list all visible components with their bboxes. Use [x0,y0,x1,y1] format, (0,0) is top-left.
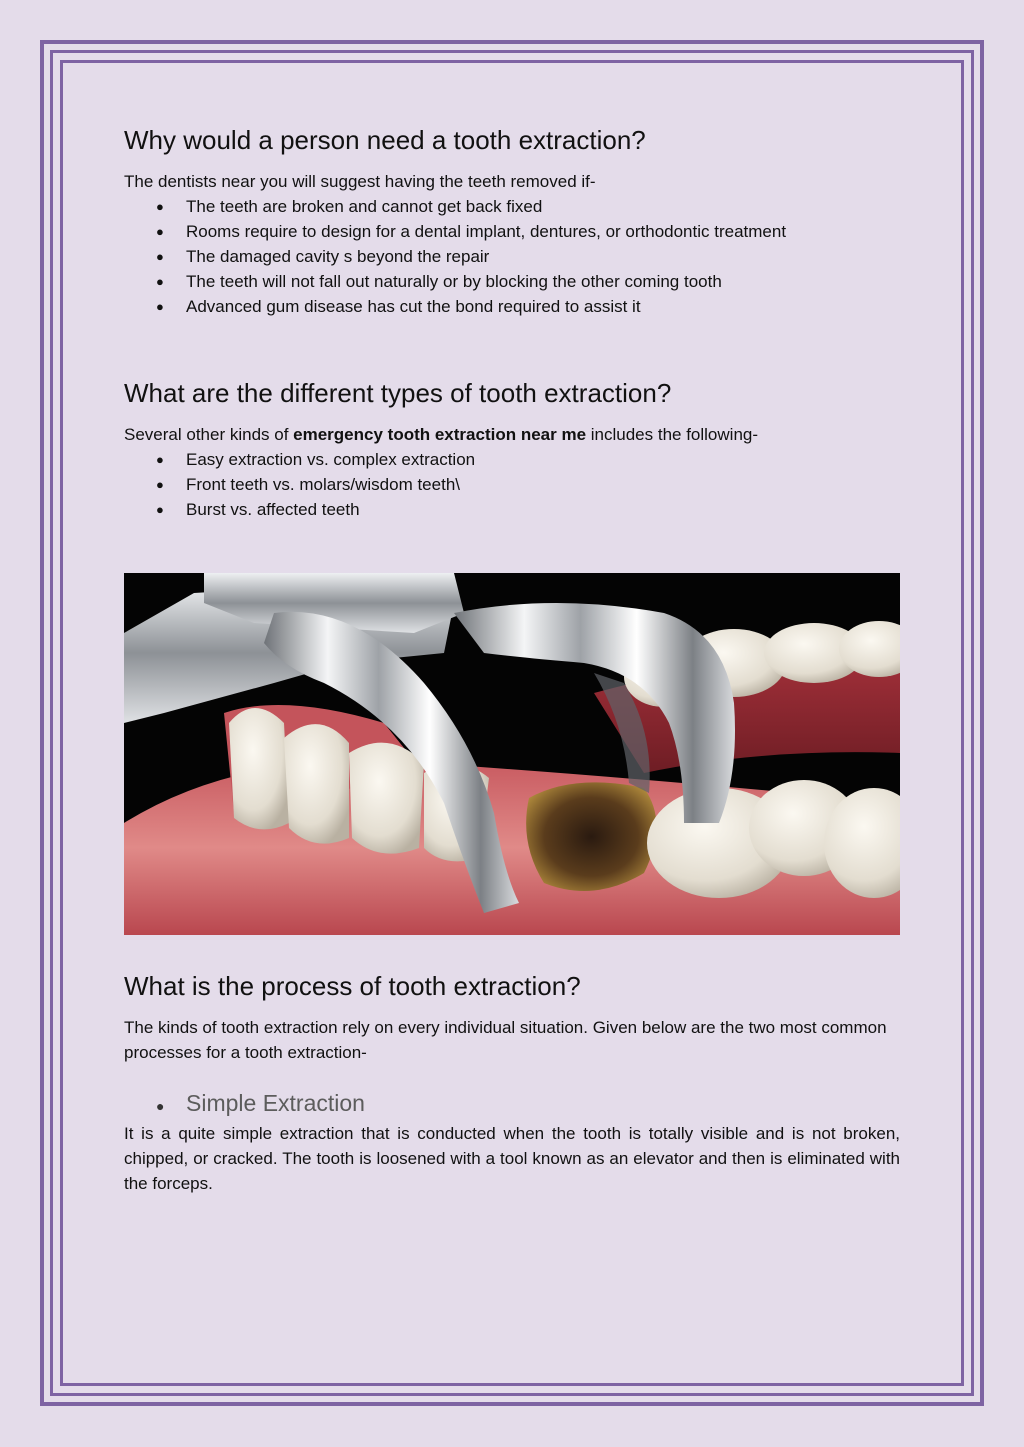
emergency-extraction-keyword: emergency tooth extraction near me [293,425,587,444]
list-item: ● Easy extraction vs. complex extraction [124,447,900,472]
intro-text: Several other kinds of [124,425,294,444]
list-item: ● Front teeth vs. molars/wisdom teeth\ [124,472,900,497]
section-heading-process-extraction: What is the process of tooth extraction? [124,971,581,1001]
reasons-list [124,194,900,319]
subheading-simple-extraction: ● Simple Extraction [124,1086,900,1120]
list-item: ● Burst vs. affected teeth [124,497,900,522]
types-list [124,447,900,522]
tooth-extraction-image [124,573,900,935]
list-item: ● The teeth will not fall out naturally or by blocking the other coming tooth [124,269,900,294]
document-content [124,118,900,1196]
section-intro: The kinds of tooth extraction rely on every individual situation. Given below are the two most common processes for a tooth extraction- [124,1018,887,1062]
list-item: ● Advanced gum disease has cut the bond required to assist it [124,294,900,319]
section-heading-types-extraction: What are the different types of tooth extraction? [124,378,672,408]
subheading-list [124,1086,900,1120]
list-item: ● The teeth are broken and cannot get back fixed [124,194,900,219]
section-heading-why-extraction: Why would a person need a tooth extraction? [124,125,646,155]
simple-extraction-description: It is a quite simple extraction that is conducted when the tooth is totally visible and is not broken, chipped, or cracked. The tooth is loosened with a tool known as an elevator and then is eliminated with the forceps. [124,1124,900,1193]
intro-text: includes the following- [586,425,759,444]
section-intro: The dentists near you will suggest having the teeth removed if- [124,172,596,191]
list-item: ● The damaged cavity s beyond the repair [124,244,900,269]
tooth-extraction-forceps-illustration-icon [124,573,900,935]
list-item: ● Rooms require to design for a dental implant, dentures, or orthodontic treatment [124,219,900,244]
section-intro [124,422,900,447]
